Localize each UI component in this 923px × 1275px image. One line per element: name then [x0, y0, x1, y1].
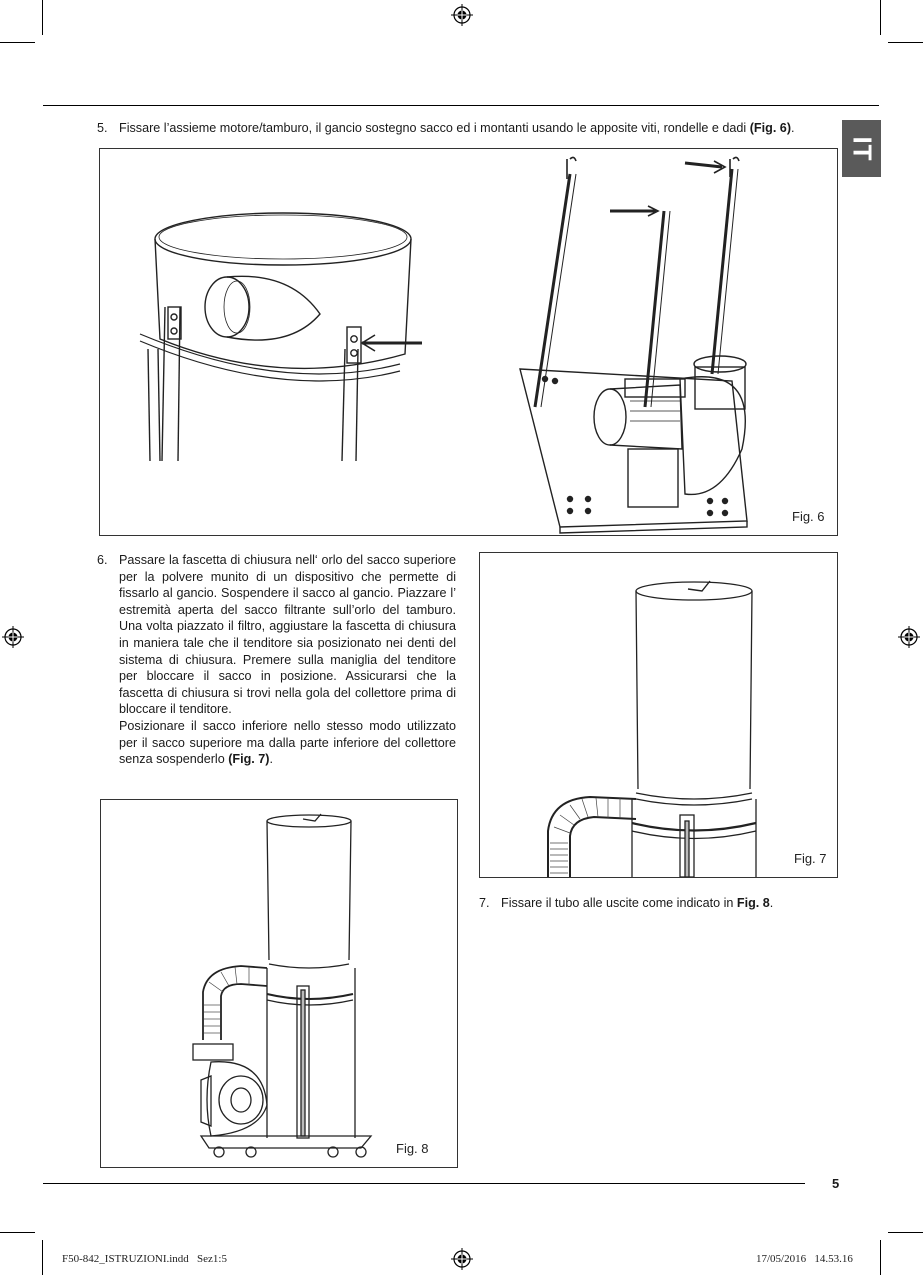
crop-mark — [880, 1240, 881, 1275]
registration-mark-icon — [451, 4, 473, 26]
figure-label: Fig. 8 — [396, 1141, 429, 1156]
step-text: Fissare l’assieme motore/tamburo, il gancio sostegno sacco ed i montanti usando le apposite viti, rondelle e dadi — [119, 121, 750, 135]
registration-mark-icon — [451, 1248, 473, 1270]
footer-rule — [43, 1183, 805, 1184]
file-slug: F50-842_ISTRUZIONI.indd Sez1:5 — [62, 1253, 227, 1265]
dust-bag-illustration — [480, 553, 837, 877]
figure-reference: (Fig. 7) — [228, 752, 270, 767]
header-rule — [43, 105, 879, 106]
step-paragraph: Passare la fascetta di chiusura nell‘ orlo del sacco superiore per la polvere munito di un dispositivo che permette di fissarlo al gancio. Sospendere il sacco al gancio. Piazzare l’ estremità aperta del sacco filtrante sull’orlo del tamburo. Una volta piazzato il filtro, aggiustare la fascetta di chiusura in maniera tale che il tenditore sia posizionato nei denti del sistema di chiusura. Premere sulla maniglia del tenditore per bloccare il sacco in posizione. Assicurarsi che la fascetta di chiusura si trovi nella gola del collettore prima di bloccare il tenditore. — [119, 553, 456, 717]
figure-reference: (Fig. 6) — [749, 121, 792, 135]
step-number: 5. — [97, 121, 108, 135]
figure-label: Fig. 6 — [792, 509, 825, 524]
drum-assembly-illustration — [100, 149, 837, 535]
crop-mark — [42, 1240, 43, 1275]
figure-6 — [99, 148, 838, 536]
language-tab-label: IT — [847, 135, 877, 162]
figure-8 — [100, 799, 458, 1168]
registration-mark-icon — [2, 626, 24, 648]
step-6: 6. Passare la fascetta di chiusura nell‘ orlo del sacco superiore per la polvere munito di un dispositivo che permette di fissarlo al gancio. Sospendere il sacco al gancio. Piazzare l’ estremità aperta del sacco filtrante sull’orlo del tamburo. Una volta piazzato il filtro, aggiustare la fascetta di chiusura in maniera tale che il tenditore sia posizionato nei denti del sistema di chiusura. Premere sulla maniglia del tenditore per bloccare il sacco in posizione. Assicurarsi che la fascetta di chiusura si trovi nella gola del collettore prima di bloccare il tenditore. Posizionare il sacco inferiore nello stesso modo utilizzato per il sacco superiore ma dalla parte inferiore del collettore senza sospenderlo (Fig. 7). — [97, 553, 456, 767]
step-number: 7. — [479, 896, 490, 910]
crop-mark — [0, 1232, 35, 1233]
crop-mark — [880, 0, 881, 35]
timestamp-slug: 17/05/2016 14.53.16 — [756, 1253, 853, 1265]
page-number: 5 — [832, 1176, 840, 1191]
step-paragraph: Posizionare il sacco inferiore nello stesso modo utilizzato per il sacco superiore ma dalla parte inferiore del collettore senza sospenderlo — [119, 718, 456, 767]
registration-mark-icon — [898, 626, 920, 648]
figure-label: Fig. 7 — [794, 851, 827, 866]
figure-7 — [479, 552, 838, 878]
crop-mark — [888, 1232, 923, 1233]
figure-reference: Fig. 8 — [736, 896, 770, 910]
step-number: 6. — [97, 553, 108, 567]
step-text: Fissare il tubo alle uscite come indicato in — [501, 896, 737, 910]
dust-collector-illustration — [101, 800, 457, 1167]
crop-mark — [888, 42, 923, 43]
language-tab — [842, 120, 881, 177]
crop-mark — [0, 42, 35, 43]
crop-mark — [42, 0, 43, 35]
